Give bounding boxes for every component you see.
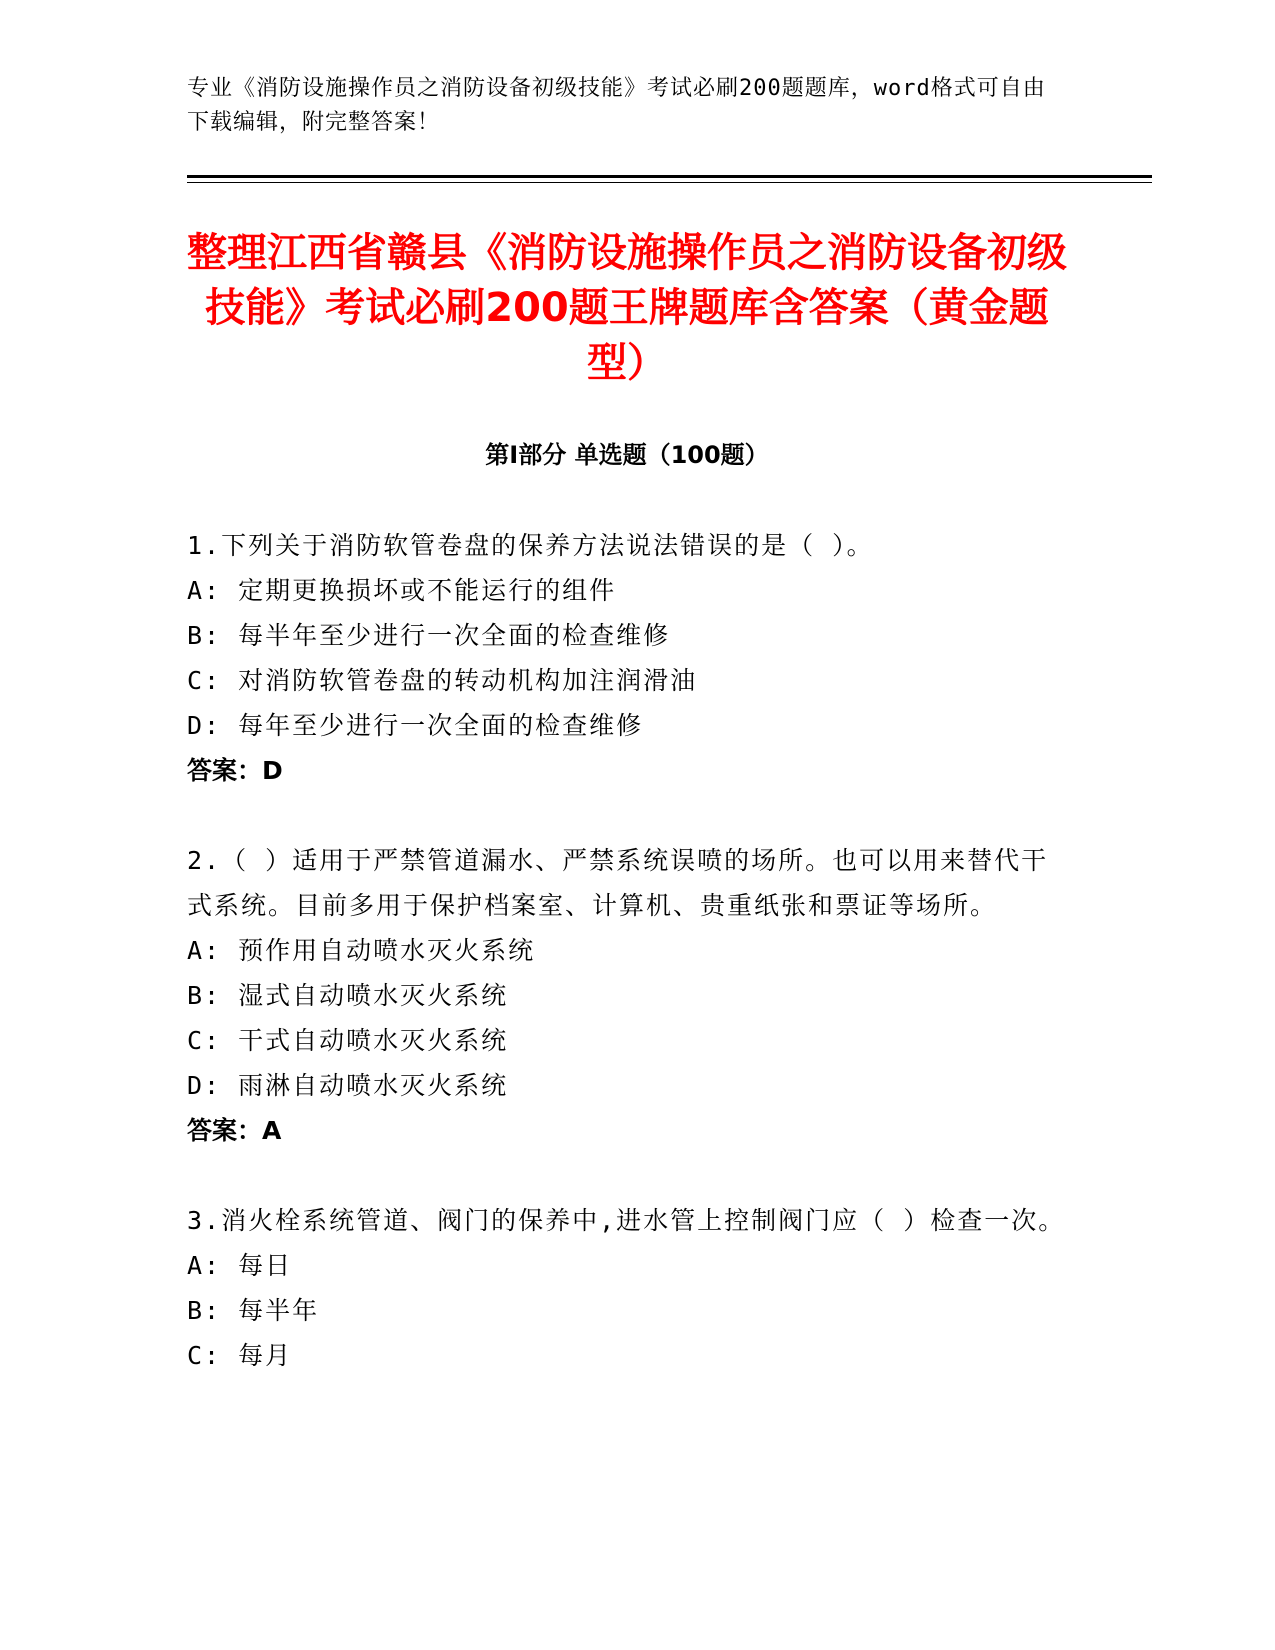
question-stem: 3.消火栓系统管道、阀门的保养中,进水管上控制阀门应（ ）检查一次。 — [187, 1206, 1066, 1235]
option-c: C: 干式自动喷水灭火系统 — [187, 1026, 509, 1055]
option-d: D: 雨淋自动喷水灭火系统 — [187, 1071, 509, 1100]
question-stem: 2.（ ）适用于严禁管道漏水、严禁系统误喷的场所。也可以用来替代干式系统。目前多用于保护档案室、计算机、贵重纸张和票证等场所。 — [187, 846, 1049, 920]
answer: 答案：A — [187, 1116, 282, 1145]
question-3 — [187, 1198, 1067, 1378]
section-title: 第Ⅰ部分 单选题（100题） — [485, 441, 769, 469]
option-a: A: 每日 — [187, 1251, 293, 1280]
header-rule-thin — [187, 182, 1152, 183]
question-list — [187, 523, 1067, 1423]
option-a: A: 定期更换损坏或不能运行的组件 — [187, 576, 617, 605]
question-2 — [187, 838, 1067, 1153]
option-a: A: 预作用自动喷水灭火系统 — [187, 936, 536, 965]
option-d: D: 每年至少进行一次全面的检查维修 — [187, 711, 644, 740]
document-title: 整理江西省赣县《消防设施操作员之消防设备初级技能》考试必刷200题王牌题库含答案（黄金题型） — [187, 230, 1067, 386]
answer: 答案：D — [187, 756, 283, 785]
option-c: C: 每月 — [187, 1341, 293, 1370]
option-b: B: 每半年 — [187, 1296, 320, 1325]
option-c: C: 对消防软管卷盘的转动机构加注润滑油 — [187, 666, 698, 695]
option-b: B: 每半年至少进行一次全面的检查维修 — [187, 621, 671, 650]
question-1 — [187, 523, 1067, 793]
option-b: B: 湿式自动喷水灭火系统 — [187, 981, 509, 1010]
header-rule-thick — [187, 175, 1152, 178]
question-stem: 1.下列关于消防软管卷盘的保养方法说法错误的是（ ）。 — [187, 531, 874, 560]
page-header — [187, 72, 1067, 140]
header-text: 专业《消防设施操作员之消防设备初级技能》考试必刷200题题库，word格式可自由下载编辑，附完整答案！ — [187, 76, 1046, 135]
